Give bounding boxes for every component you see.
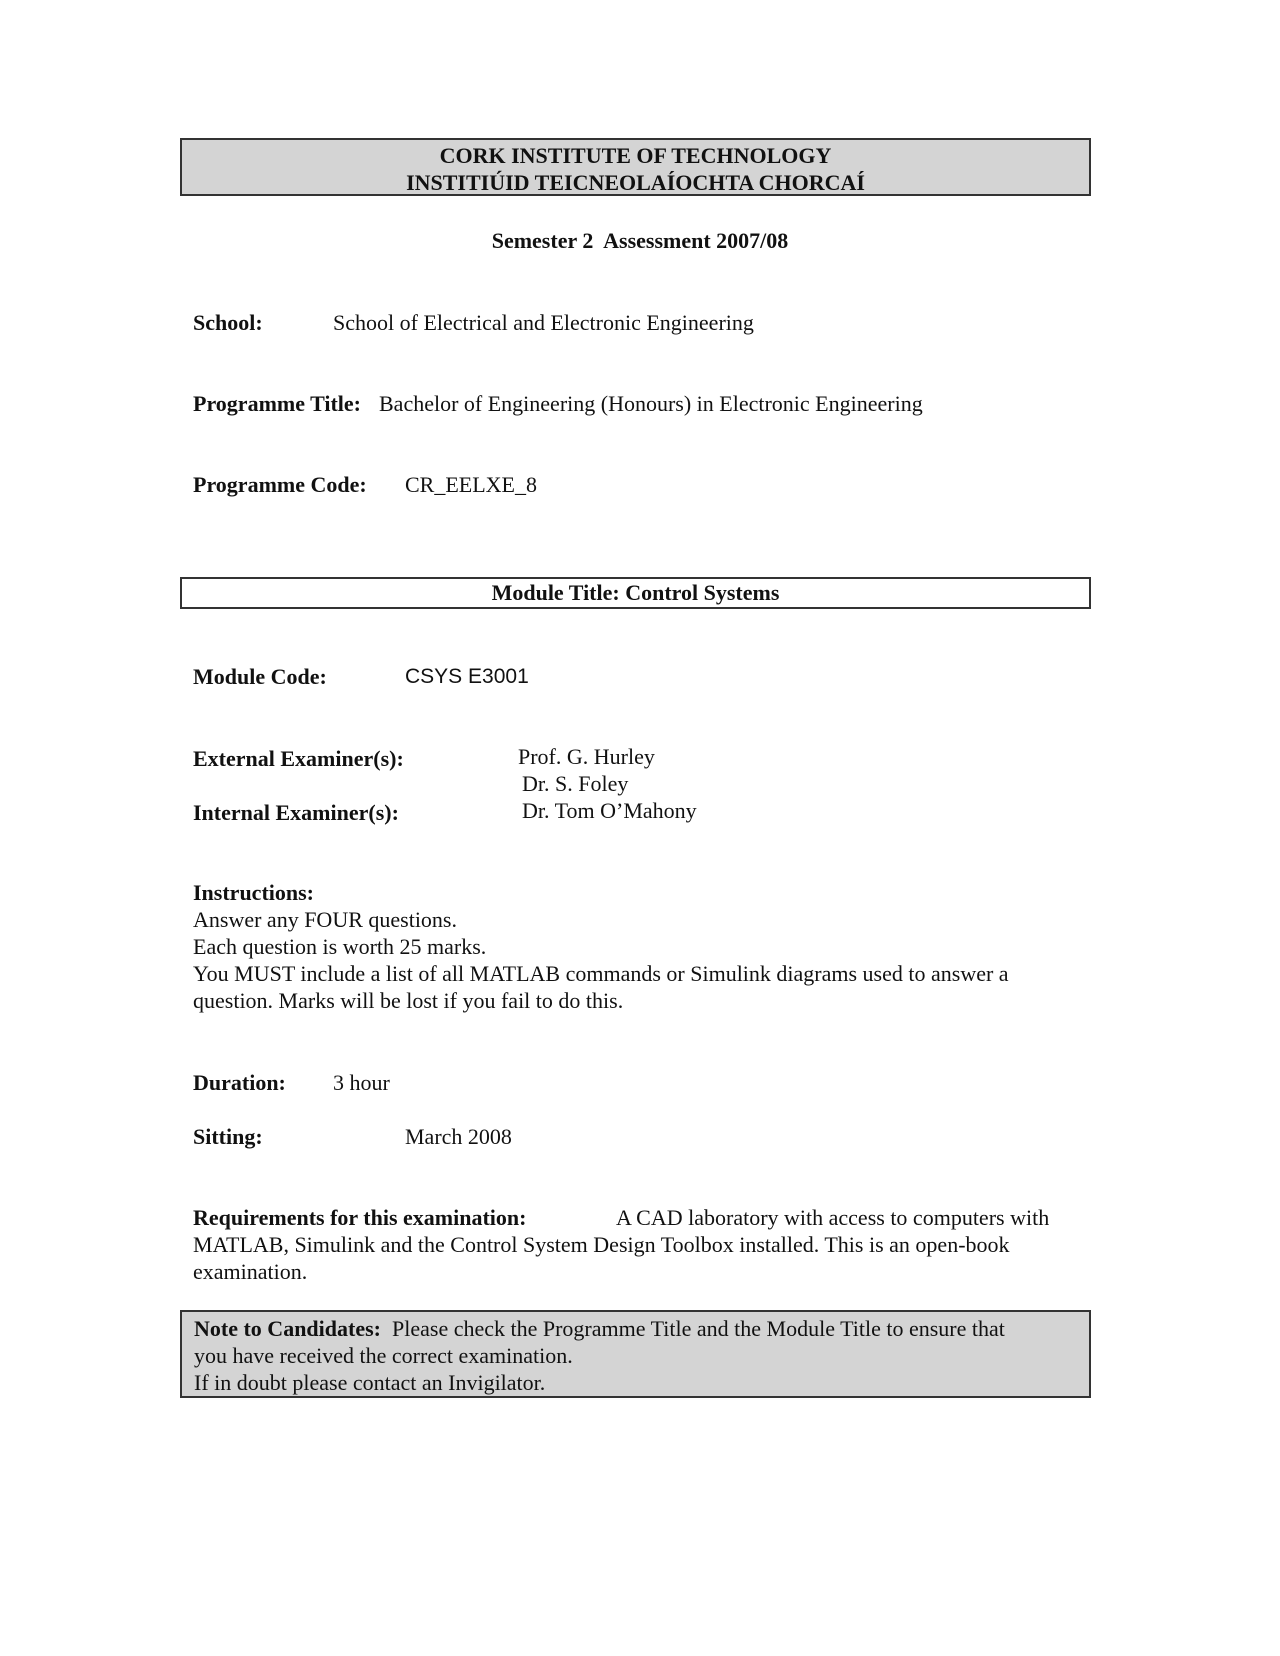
module-title: Module Title: Control Systems: [180, 577, 1091, 609]
note-line-1: Please check the Programme Title and the Module Title to ensure that: [392, 1316, 1005, 1341]
requirements-line-1: A CAD laboratory with access to computers with: [616, 1205, 1050, 1230]
duration-value: 3 hour: [333, 1070, 390, 1095]
instructions-line-3: You MUST include a list of all MATLAB commands or Simulink diagrams used to answer a: [193, 961, 1009, 986]
internal-examiner-1: Dr. Tom O’Mahony: [522, 798, 697, 823]
programme-code-value: CR_EELXE_8: [405, 472, 537, 497]
external-examiner-1: Prof. G. Hurley: [518, 744, 655, 769]
institute-name-irish: INSTITIÚID TEICNEOLAÍOCHTA CHORCAÍ: [406, 170, 865, 195]
sitting-label: Sitting:: [193, 1124, 263, 1149]
sitting-value: March 2008: [405, 1124, 512, 1149]
external-examiner-label: External Examiner(s):: [193, 746, 404, 771]
assessment-title: Semester 2 Assessment 2007/08: [491, 228, 789, 253]
note-to-candidates: [180, 1310, 1091, 1398]
module-code-label: Module Code:: [193, 664, 327, 689]
note-line-2: you have received the correct examination.: [194, 1343, 573, 1368]
instructions-label: Instructions:: [193, 880, 315, 905]
internal-examiner-label: Internal Examiner(s):: [193, 800, 399, 825]
instructions-line-1: Answer any FOUR questions.: [193, 907, 457, 932]
programme-title-value: Bachelor of Engineering (Honours) in Electronic Engineering: [379, 391, 923, 416]
institute-name-english: CORK INSTITUTE OF TECHNOLOGY: [439, 143, 832, 168]
instructions-line-4: question. Marks will be lost if you fail to do this.: [193, 988, 624, 1013]
requirements-line-2: MATLAB, Simulink and the Control System Design Toolbox installed. This is an open-book: [193, 1232, 1010, 1257]
institute-header: [180, 138, 1091, 196]
external-examiner-2: Dr. S. Foley: [522, 771, 629, 796]
school-label: School:: [193, 310, 263, 335]
note-label: Note to Candidates:: [194, 1316, 381, 1341]
requirements-label: Requirements for this examination:: [193, 1205, 527, 1230]
school-value: School of Electrical and Electronic Engineering: [333, 310, 754, 335]
programme-title-label: Programme Title:: [193, 391, 362, 416]
instructions-line-2: Each question is worth 25 marks.: [193, 934, 487, 959]
note-line-3: If in doubt please contact an Invigilator.: [194, 1370, 546, 1395]
duration-label: Duration:: [193, 1070, 286, 1095]
requirements-line-3: examination.: [193, 1259, 308, 1284]
programme-code-label: Programme Code:: [193, 472, 367, 497]
module-code-value: CSYS E3001: [405, 665, 529, 688]
